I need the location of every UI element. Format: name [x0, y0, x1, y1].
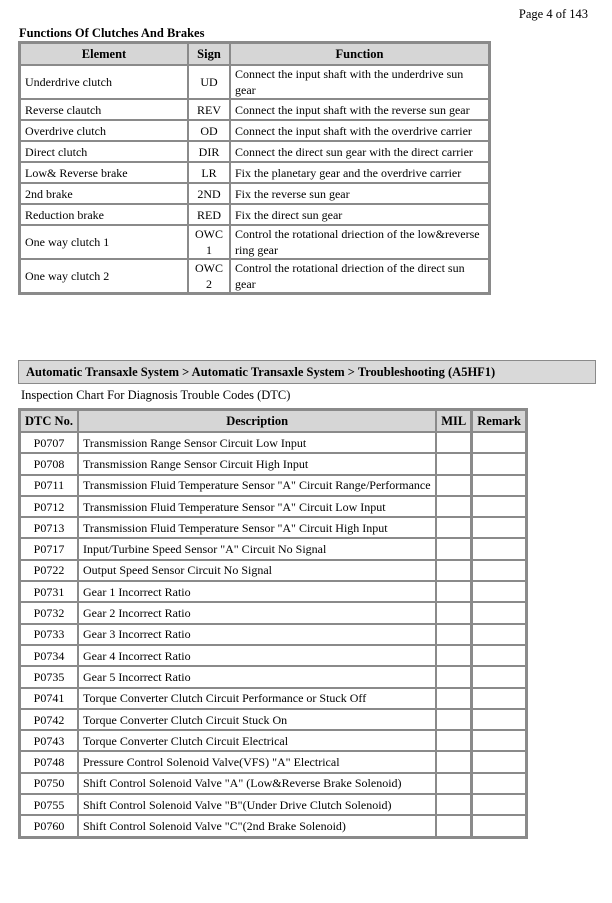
dtc-code-cell: P0748	[20, 751, 78, 772]
mil-cell	[436, 794, 471, 815]
dtc-code-cell: P0707	[20, 432, 78, 453]
description-cell: Transmission Range Sensor Circuit High Input	[78, 453, 436, 474]
table-row	[20, 730, 526, 751]
sign-cell: UD	[188, 65, 230, 99]
remark-cell	[471, 688, 526, 709]
element-cell: One way clutch 2	[20, 259, 188, 293]
table-row	[20, 688, 526, 709]
table-row	[20, 666, 526, 687]
dtc-code-cell: P0741	[20, 688, 78, 709]
table-row	[20, 645, 526, 666]
description-cell: Torque Converter Clutch Circuit Performance or Stuck Off	[78, 688, 436, 709]
header-function: Function	[230, 43, 489, 65]
function-cell: Control the rotational driection of the low&reverse ring gear	[230, 225, 489, 259]
remark-cell	[471, 794, 526, 815]
function-cell: Connect the input shaft with the underdrive sun gear	[230, 65, 489, 99]
remark-cell	[471, 496, 526, 517]
function-cell: Connect the input shaft with the reverse sun gear	[230, 99, 489, 120]
table-row	[20, 538, 526, 559]
description-cell: Shift Control Solenoid Valve "B"(Under Drive Clutch Solenoid)	[78, 794, 436, 815]
mil-cell	[436, 517, 471, 538]
description-cell: Torque Converter Clutch Circuit Stuck On	[78, 709, 436, 730]
sign-cell: OWC 1	[188, 225, 230, 259]
sign-cell: RED	[188, 204, 230, 225]
table-header-row	[20, 43, 489, 65]
remark-cell	[471, 517, 526, 538]
remark-cell	[471, 538, 526, 559]
dtc-code-cell: P0755	[20, 794, 78, 815]
function-cell: Control the rotational driection of the direct sun gear	[230, 259, 489, 293]
clutches-brakes-table	[18, 41, 491, 295]
mil-cell	[436, 751, 471, 772]
description-cell: Gear 5 Incorrect Ratio	[78, 666, 436, 687]
table-row	[20, 581, 526, 602]
description-cell: Transmission Range Sensor Circuit Low Input	[78, 432, 436, 453]
remark-cell	[471, 602, 526, 623]
dtc-section-title: Inspection Chart For Diagnosis Trouble Codes (DTC)	[21, 388, 291, 402]
description-cell: Transmission Fluid Temperature Sensor "A" Circuit Range/Performance	[78, 475, 436, 496]
dtc-code-cell: P0717	[20, 538, 78, 559]
sign-cell: OD	[188, 120, 230, 141]
header-remark: Remark	[471, 410, 526, 432]
table-row	[20, 453, 526, 474]
sign-cell: LR	[188, 162, 230, 183]
description-cell: Shift Control Solenoid Valve "A" (Low&Reverse Brake Solenoid)	[78, 773, 436, 794]
table-row	[20, 99, 489, 120]
table-row	[20, 751, 526, 772]
table-row	[20, 225, 489, 259]
remark-cell	[471, 815, 526, 836]
clutches-section-title: Functions Of Clutches And Brakes	[19, 26, 205, 40]
element-cell: 2nd brake	[20, 183, 188, 204]
mil-cell	[436, 453, 471, 474]
table-row	[20, 204, 489, 225]
description-cell: Transmission Fluid Temperature Sensor "A" Circuit Low Input	[78, 496, 436, 517]
mil-cell	[436, 730, 471, 751]
dtc-code-cell: P0708	[20, 453, 78, 474]
mil-cell	[436, 688, 471, 709]
remark-cell	[471, 560, 526, 581]
table-header-row	[20, 410, 526, 432]
table-row	[20, 432, 526, 453]
element-cell: Low& Reverse brake	[20, 162, 188, 183]
remark-cell	[471, 666, 526, 687]
table-row	[20, 65, 489, 99]
table-row	[20, 602, 526, 623]
description-cell: Gear 3 Incorrect Ratio	[78, 624, 436, 645]
function-cell: Connect the input shaft with the overdrive carrier	[230, 120, 489, 141]
remark-cell	[471, 751, 526, 772]
description-cell: Gear 1 Incorrect Ratio	[78, 581, 436, 602]
table-row	[20, 141, 489, 162]
mil-cell	[436, 709, 471, 730]
mil-cell	[436, 602, 471, 623]
dtc-code-cell: P0722	[20, 560, 78, 581]
function-cell: Connect the direct sun gear with the direct carrier	[230, 141, 489, 162]
mil-cell	[436, 624, 471, 645]
remark-cell	[471, 645, 526, 666]
sign-cell: 2ND	[188, 183, 230, 204]
dtc-code-cell: P0742	[20, 709, 78, 730]
element-cell: Reverse clautch	[20, 99, 188, 120]
table-row	[20, 517, 526, 538]
remark-cell	[471, 581, 526, 602]
sign-cell: OWC 2	[188, 259, 230, 293]
mil-cell	[436, 538, 471, 559]
element-cell: Reduction brake	[20, 204, 188, 225]
dtc-code-cell: P0713	[20, 517, 78, 538]
table-row	[20, 794, 526, 815]
dtc-code-cell: P0734	[20, 645, 78, 666]
table-row	[20, 475, 526, 496]
table-row	[20, 815, 526, 836]
mil-cell	[436, 432, 471, 453]
sign-cell: DIR	[188, 141, 230, 162]
remark-cell	[471, 709, 526, 730]
description-cell: Gear 2 Incorrect Ratio	[78, 602, 436, 623]
element-cell: Direct clutch	[20, 141, 188, 162]
header-sign: Sign	[188, 43, 230, 65]
mil-cell	[436, 815, 471, 836]
function-cell: Fix the direct sun gear	[230, 204, 489, 225]
dtc-code-cell: P0750	[20, 773, 78, 794]
element-cell: Underdrive clutch	[20, 65, 188, 99]
dtc-code-cell: P0743	[20, 730, 78, 751]
remark-cell	[471, 730, 526, 751]
table-row	[20, 709, 526, 730]
table-row	[20, 773, 526, 794]
description-cell: Torque Converter Clutch Circuit Electrical	[78, 730, 436, 751]
description-cell: Pressure Control Solenoid Valve(VFS) "A" Electrical	[78, 751, 436, 772]
remark-cell	[471, 475, 526, 496]
dtc-code-cell: P0760	[20, 815, 78, 836]
page-number: Page 4 of 143	[518, 7, 588, 21]
header-mil: MIL	[436, 410, 471, 432]
function-cell: Fix the planetary gear and the overdrive carrier	[230, 162, 489, 183]
mil-cell	[436, 645, 471, 666]
dtc-code-cell: P0711	[20, 475, 78, 496]
table-row	[20, 496, 526, 517]
mil-cell	[436, 496, 471, 517]
table-row	[20, 560, 526, 581]
remark-cell	[471, 773, 526, 794]
remark-cell	[471, 432, 526, 453]
mil-cell	[436, 773, 471, 794]
dtc-code-cell: P0732	[20, 602, 78, 623]
description-cell: Transmission Fluid Temperature Sensor "A" Circuit High Input	[78, 517, 436, 538]
dtc-code-cell: P0712	[20, 496, 78, 517]
description-cell: Input/Turbine Speed Sensor "A" Circuit No Signal	[78, 538, 436, 559]
sign-cell: REV	[188, 99, 230, 120]
table-row	[20, 183, 489, 204]
table-row	[20, 259, 489, 293]
table-row	[20, 120, 489, 141]
breadcrumb: Automatic Transaxle System > Automatic Transaxle System > Troubleshooting (A5HF1)	[18, 360, 596, 384]
description-cell: Gear 4 Incorrect Ratio	[78, 645, 436, 666]
header-element: Element	[20, 43, 188, 65]
function-cell: Fix the reverse sun gear	[230, 183, 489, 204]
table-row	[20, 624, 526, 645]
description-cell: Shift Control Solenoid Valve "C"(2nd Brake Solenoid)	[78, 815, 436, 836]
mil-cell	[436, 581, 471, 602]
dtc-code-cell: P0731	[20, 581, 78, 602]
header-dtc-no: DTC No.	[20, 410, 78, 432]
mil-cell	[436, 666, 471, 687]
dtc-code-cell: P0735	[20, 666, 78, 687]
remark-cell	[471, 624, 526, 645]
mil-cell	[436, 560, 471, 581]
remark-cell	[471, 453, 526, 474]
table-row	[20, 162, 489, 183]
element-cell: One way clutch 1	[20, 225, 188, 259]
header-description: Description	[78, 410, 436, 432]
mil-cell	[436, 475, 471, 496]
description-cell: Output Speed Sensor Circuit No Signal	[78, 560, 436, 581]
dtc-code-cell: P0733	[20, 624, 78, 645]
dtc-table	[18, 408, 528, 839]
element-cell: Overdrive clutch	[20, 120, 188, 141]
